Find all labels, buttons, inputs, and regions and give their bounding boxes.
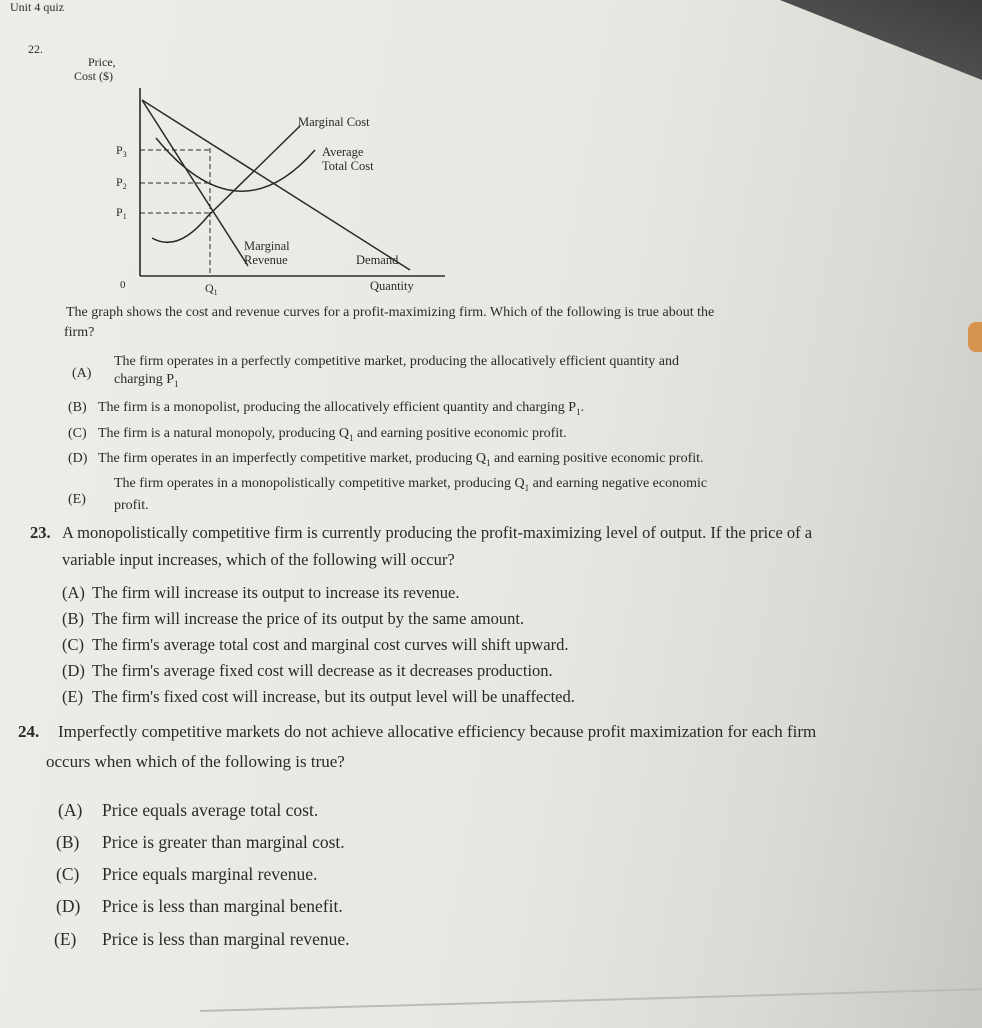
q22-option-d[interactable]: (D) The firm operates in an imperfectly competitive market, producing $Q_1$ and earning positive economic profit.	[68, 451, 704, 468]
question-number-22: 22.	[28, 42, 43, 56]
option-text-line2: profit.	[114, 498, 149, 513]
q22-option-c[interactable]: (C) The firm is a natural monopoly, producing $Q_1$ and earning positive economic profit.	[68, 426, 567, 443]
q24-stem-line2: occurs when which of the following is true?	[46, 752, 345, 771]
q24-option-a[interactable]: (A) Price equals average total cost.	[58, 800, 319, 820]
q24-option-e[interactable]: (E) Price is less than marginal revenue.	[54, 929, 350, 949]
mr-label-line2: Revenue	[244, 253, 288, 267]
q22-option-b[interactable]: (B) The firm is a monopolist, producing the allocatively efficient quantity and charging $P_1$.	[68, 400, 585, 417]
q24-option-d[interactable]: (D) Price is less than marginal benefit.	[56, 896, 343, 916]
q1-tick-label: $Q_1$	[205, 281, 218, 297]
q23-option-c[interactable]: (C) The firm's average total cost and marginal cost curves will shift upward.	[62, 635, 569, 654]
q23-option-b[interactable]: (B) The firm will increase the price of its output by the same amount.	[62, 609, 525, 628]
mr-label-line1: Marginal	[244, 239, 290, 253]
option-letter: (B)	[68, 400, 87, 415]
option-text: The firm operates in a monopolistically competitive market, producing $Q_1$ and earning negative economic	[114, 476, 708, 493]
average-total-cost-curve	[156, 138, 315, 191]
q22-stem-line1: The graph shows the cost and revenue curves for a profit-maximizing firm. Which of the following is true about the	[66, 305, 715, 320]
q24-option-c[interactable]: (C) Price equals marginal revenue.	[56, 864, 318, 884]
option-text: The firm is a natural monopoly, producing Q	[98, 426, 350, 441]
atc-label-line1: Average	[322, 145, 364, 159]
q22-stem-line2: firm?	[64, 325, 95, 340]
q23-stem-line1: 23. A monopolistically competitive firm is currently producing the profit-maximizing level of output. If the price of a	[30, 523, 813, 542]
q23-option-a[interactable]: (A) The firm will increase its output to increase its revenue.	[62, 583, 460, 602]
page-header: Unit 4 quiz	[10, 0, 64, 14]
cost-revenue-graph	[60, 48, 460, 298]
x-axis-label: Quantity	[370, 279, 414, 293]
option-letter: (E)	[68, 492, 86, 507]
question-number-23: 23.	[30, 523, 51, 542]
question-number-24: 24.	[18, 722, 40, 741]
y-axis-label-line1: Price,	[88, 55, 116, 69]
y-axis-label-line2: Cost ($)	[74, 69, 113, 83]
option-text: The firm operates in an imperfectly competitive market, producing Q	[98, 451, 486, 466]
q24-stem-line1: 24. Imperfectly competitive markets do not achieve allocative efficiency because profit maximization for each firm	[18, 722, 817, 741]
p1-tick-label: $P_1$	[116, 205, 127, 221]
option-letter: (D)	[68, 451, 88, 466]
option-text: The firm is a monopolist, producing the allocatively efficient quantity and charging P	[98, 400, 577, 415]
atc-label-line2: Total Cost	[322, 159, 374, 173]
q24-option-b[interactable]: (B) Price is greater than marginal cost.	[56, 832, 345, 852]
q23-option-e[interactable]: (E) The firm's fixed cost will increase, but its output level will be unaffected.	[62, 687, 575, 706]
option-text: The firm operates in a perfectly competitive market, producing the allocatively efficient quantity and	[114, 354, 679, 369]
demand-label: Demand	[356, 253, 399, 267]
marginal-cost-curve	[152, 126, 300, 242]
option-letter: (A)	[72, 366, 92, 381]
p2-tick-label: $P_2$	[116, 175, 127, 191]
option-letter: (C)	[68, 426, 87, 441]
origin-label: 0	[120, 279, 126, 291]
marginal-cost-label: Marginal Cost	[298, 115, 370, 129]
q23-stem-line2: variable input increases, which of the following will occur?	[62, 550, 455, 569]
orange-object	[968, 322, 982, 352]
q23-option-d[interactable]: (D) The firm's average fixed cost will decrease as it decreases production.	[62, 661, 553, 680]
p3-tick-label: $P_3$	[116, 143, 127, 159]
option-text-line2: charging $P_1$	[114, 372, 179, 389]
